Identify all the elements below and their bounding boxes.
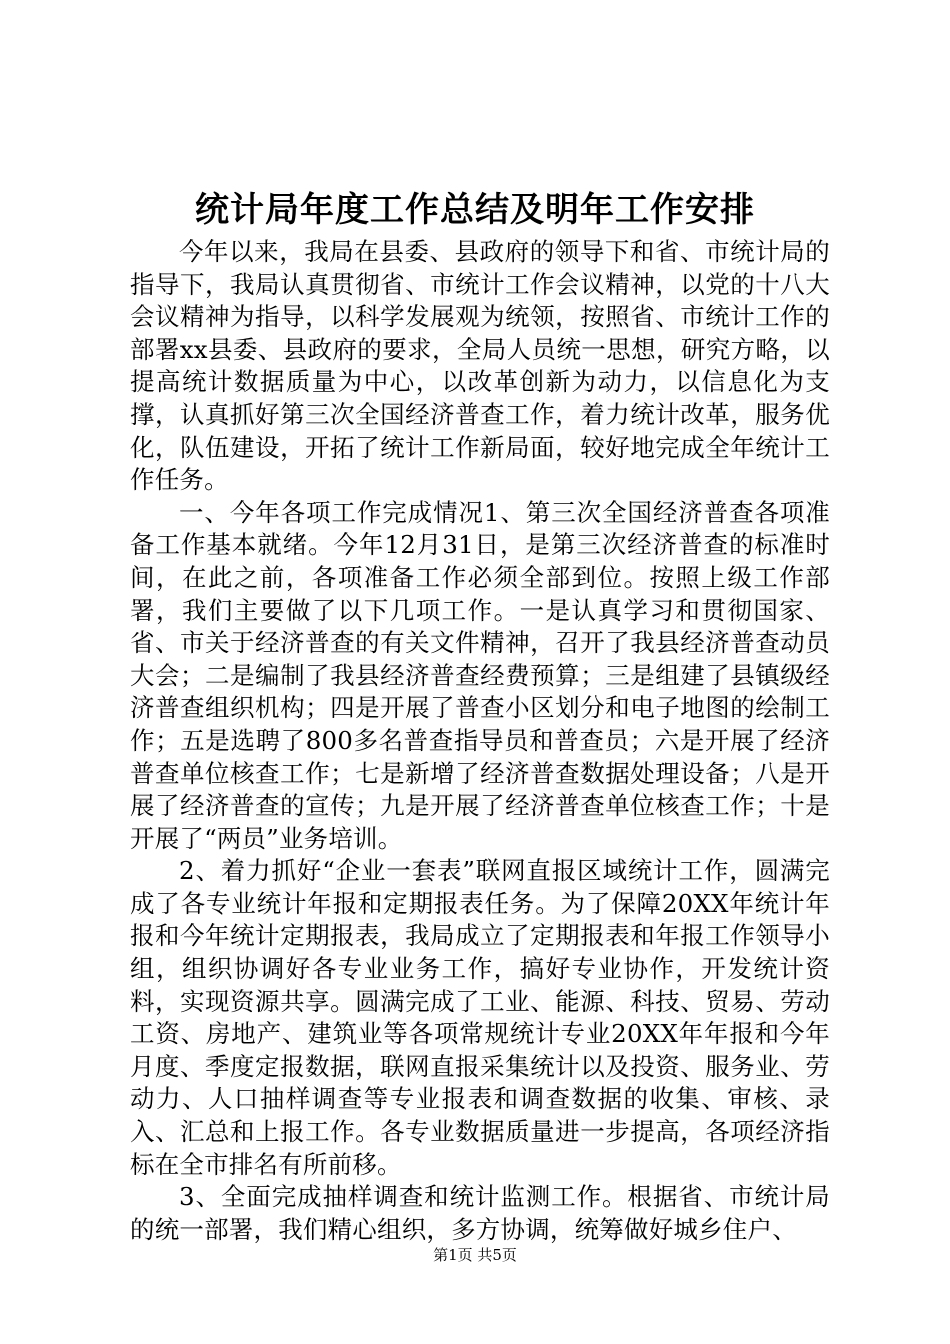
document-title: 统计局年度工作总结及明年工作安排 xyxy=(195,190,755,230)
paragraph-section-1: 一、今年各项工作完成情况1、第三次全国经济普查各项准备工作基本就绪。今年12月31日，是第三次经济普查的标准时间，在此之前，各项准备工作必须全部到位。按照上级工作部署，我们主要做了以下几项工作。一是认真学习和贯彻国家、省、市关于经济普查的有关文件精神，召开了我县经济普查动员大会；二是编制了我县经济普查经费预算；三是组建了县镇级经济普查组织机构；四是开展了普查小区划分和电子地图的绘制工作；五是选聘了800多名普查指导员和普查员；六是开展了经济普查单位核查工作；七是新增了经济普查数据处理设备；八是开展了经济普查的宣传；九是开展了经济普查单位核查工作；十是开展了“两员”业务培训。 xyxy=(130,497,830,853)
document-body xyxy=(130,236,830,1246)
paragraph-intro: 今年以来，我局在县委、县政府的领导下和省、市统计局的指导下，我局认真贯彻省、市统计工作会议精神，以党的十八大会议精神为指导，以科学发展观为统领，按照省、市统计工作的部署xx县委、县政府的要求，全局人员统一思想，研究方略，以提高统计数据质量为中心，以改革创新为动力，以信息化为支撑，认真抓好第三次全国经济普查工作，着力统计改革，服务优化，队伍建设，开拓了统计工作新局面，较好地完成全年统计工作任务。 xyxy=(130,237,830,495)
paragraph-section-2: 2、着力抓好“企业一套表”联网直报区域统计工作，圆满完成了各专业统计年报和定期报表任务。为了保障20XX年统计年报和今年统计定期报表，我局成立了定期报表和年报工作领导小组，组织协调好各专业业务工作，搞好专业协作，开发统计资料，实现资源共享。圆满完成了工业、能源、科技、贸易、劳动工资、房地产、建筑业等各项常规统计专业20XX年年报和今年月度、季度定报数据，联网直报采集统计以及投资、服务业、劳动力、人口抽样调查等专业报表和调查数据的收集、审核、录入、汇总和上报工作。各专业数据质量进一步提高，各项经济指标在全市排名有所前移。 xyxy=(130,856,830,1179)
page-footer: 第1页 共5页 xyxy=(433,1246,517,1264)
paragraph-section-3: 3、全面完成抽样调查和统计监测工作。根据省、市统计局的统一部署，我们精心组织，多方协调，统筹做好城乡住户、 xyxy=(130,1182,830,1244)
